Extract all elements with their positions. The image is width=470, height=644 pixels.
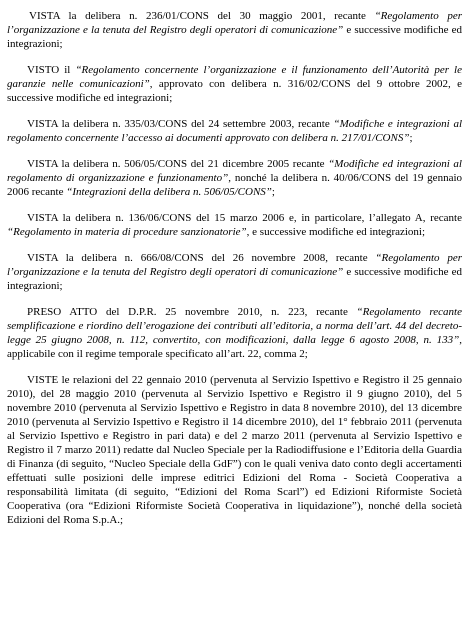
paragraph-text: ; — [271, 186, 275, 198]
paragraph-text: ; — [409, 132, 413, 144]
paragraph-text: , applicabile con il regime temporale specificato all’art. 22, comma 2; — [7, 334, 462, 360]
paragraph-quote: “Regolamento concernente l’organizzazione e il funzionamento dell’Autorità per le garanzie nelle comunicazioni” — [7, 64, 462, 90]
paragraph-text: VISTA la delibera n. 666/08/CONS del 26 novembre 2008, recante — [27, 252, 376, 264]
paragraph-text: VISTO il — [27, 64, 76, 76]
paragraph-text: e successive modifiche ed integrazioni; — [7, 266, 462, 292]
paragraph-text: VISTA la delibera n. 335/03/CONS del 24 settembre 2003, recante — [27, 118, 334, 130]
paragraph-quote: “Regolamento recante semplificazione e riordino dell’erogazione dei contributi all’editoria, a norma dell’art. 44 del decreto-legge 25 giugno 2008, n. 112, convertito, con modificazioni, dalla legge 6 agosto 2008, n. 133” — [7, 306, 462, 346]
paragraph-quote: “Regolamento per l’organizzazione e la tenuta del Registro degli operatori di comunicazione” — [7, 252, 462, 278]
paragraph-quote: “Modifiche e integrazioni al regolamento concernente l’accesso ai documenti approvato con delibera n. 217/01/CONS” — [7, 118, 462, 144]
paragraph-text: , e successive modifiche ed integrazioni; — [246, 226, 426, 238]
paragraph-quote: “Integrazioni della delibera n. 506/05/CONS” — [66, 186, 272, 198]
paragraph-text: VISTE le relazioni del 22 gennaio 2010 (pervenuta al Servizio Ispettivo e Registro il 25 gennaio 2010), del 28 maggio 2010 (pervenuta al Servizio Ispettivo e Registro il 9 giugno 2010), del 5 novembre 2010 (pervenuta al Servizio Ispettivo e Registro in data 8 novembre 2010), del 13 dicembre 2010 (pervenuta al Servizio Ispettivo e Registro il 14 dicembre 2010), del 1° febbraio 2011 (pervenuta al Servizio Ispettivo e Registro in pari data) e del 2 marzo 2011 (pervenuta al Servizio Ispettivo e Registro il 7 marzo 2011) redatte dal Nucleo Speciale per la Radiodiffusione e l’Editoria della Guardia di Finanza (di seguito, “Nucleo Speciale della GdF”) con le quali veniva dato conto degli accertamenti effettuati sulle posizioni delle imprese editrici Edizioni del Roma - Società Cooperativa a responsabilità limitata (di seguito, “Edizioni del Roma Scarl”) ed Edizioni Riformiste Società Cooperativa (ora “Edizioni Riformiste Società Cooperativa in liquidazione”), nonché della società Edizioni del Roma S.p.A.; — [7, 374, 462, 526]
paragraph-delibera-335-03 — [7, 117, 462, 145]
paragraph-text: VISTA la delibera n. 136/06/CONS del 15 marzo 2006 e, in particolare, l’allegato A, recante — [27, 212, 462, 224]
paragraph-delibera-506-05 — [7, 157, 462, 199]
paragraph-dpr-223-2010 — [7, 305, 462, 361]
paragraph-text: , nonché la delibera n. 40/06/CONS del 19 gennaio 2006 recante — [7, 172, 463, 198]
paragraph-relazioni-gdf — [7, 373, 462, 527]
paragraph-regolamento-autorita — [7, 63, 462, 105]
paragraph-quote: “Regolamento per l’organizzazione e la tenuta del Registro degli operatori di comunicazione” — [7, 10, 462, 36]
paragraph-text: e successive modifiche ed integrazioni; — [7, 24, 462, 50]
paragraph-quote: “Regolamento in materia di procedure sanzionatorie” — [7, 226, 247, 238]
paragraph-delibera-236-01 — [7, 9, 462, 51]
paragraph-text: VISTA la delibera n. 506/05/CONS del 21 dicembre 2005 recante — [27, 158, 329, 170]
paragraph-quote: “Modifiche ed integrazioni al regolamento di organizzazione e funzionamento” — [7, 158, 462, 184]
paragraph-delibera-136-06 — [7, 211, 462, 239]
paragraph-text: , approvato con delibera n. 316/02/CONS del 9 ottobre 2002, e successive modifiche ed integrazioni; — [7, 78, 462, 104]
paragraph-text: VISTA la delibera n. 236/01/CONS del 30 maggio 2001, recante — [29, 10, 375, 22]
paragraph-text: PRESO ATTO del D.P.R. 25 novembre 2010, n. 223, recante — [27, 306, 357, 318]
paragraph-delibera-666-08 — [7, 251, 462, 293]
